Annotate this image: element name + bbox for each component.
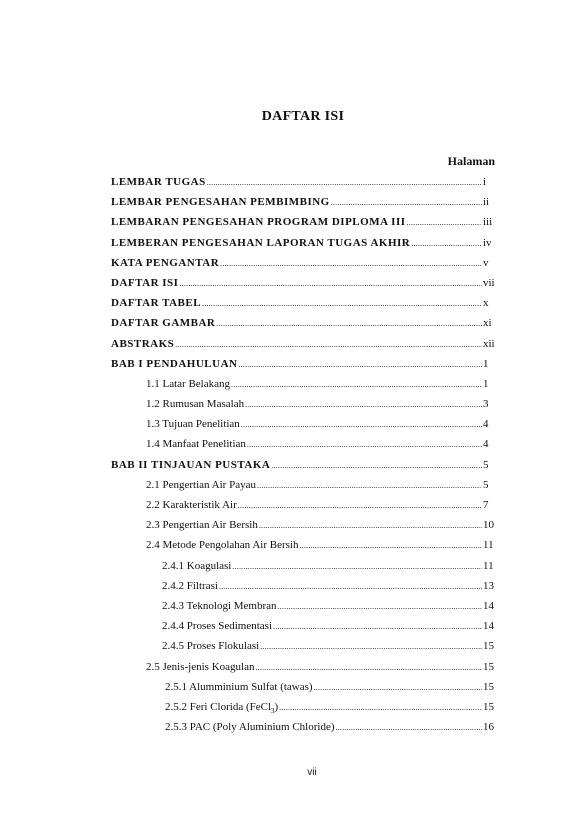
toc-entry-page: 4: [483, 438, 489, 451]
dot-leader: [231, 380, 482, 389]
dot-leader: [238, 501, 482, 510]
toc-entry-page: 3: [483, 398, 489, 411]
toc-entry-page: iv: [483, 236, 492, 249]
toc-entry-page: 7: [483, 499, 489, 511]
toc-entry[interactable]: [111, 398, 495, 418]
toc-entry[interactable]: [111, 479, 495, 499]
toc-entry[interactable]: [111, 701, 495, 721]
toc-entry-page: 15: [483, 660, 494, 673]
dot-leader: [407, 218, 482, 227]
toc-entry-page: 1: [483, 357, 489, 370]
toc-entry[interactable]: [111, 176, 495, 196]
toc-entry[interactable]: [111, 721, 495, 741]
toc-entry-label: 1.4 Manfaat Penelitian: [146, 438, 246, 451]
toc-entry-label: BAB I PENDAHULUAN: [111, 357, 238, 370]
toc-entry-label: 2.4.4 Proses Sedimentasi: [162, 620, 272, 633]
toc-entry-label: LEMBERAN PENGESAHAN LAPORAN TUGAS AKHIR: [111, 236, 411, 249]
toc-entry-label: 2.5.1 Alumminium Sulfat (tawas): [165, 680, 313, 693]
dot-leader: [279, 703, 482, 712]
dot-leader: [260, 642, 482, 651]
toc-entry[interactable]: [111, 640, 495, 660]
toc-entry-label: 2.4.2 Filtrasi: [162, 579, 218, 592]
dot-leader: [207, 178, 482, 187]
toc-entry-page: 1: [483, 377, 489, 390]
toc-entry-label: LEMBARAN PENGESAHAN PROGRAM DIPLOMA III: [111, 216, 406, 229]
toc-entry-label-main: 2.5.2 Feri Clorida (FeCl: [165, 700, 272, 713]
toc-entry[interactable]: [111, 580, 495, 600]
dot-leader: [271, 461, 482, 470]
dot-leader: [245, 400, 482, 409]
toc-entry-label: 2.5.3 PAC (Poly Aluminium Chloride): [165, 721, 335, 734]
toc-entry[interactable]: [111, 378, 495, 398]
toc-entry[interactable]: [111, 237, 495, 257]
toc-entry-page: xii: [483, 337, 495, 350]
subscript-3: 3: [271, 707, 275, 716]
toc-entry[interactable]: [111, 257, 495, 277]
dot-leader: [238, 360, 482, 369]
toc-entry-label: 2.5 Jenis-jenis Koagulan: [146, 660, 255, 673]
toc-entry-page: 16: [483, 721, 494, 734]
dot-leader: [202, 299, 482, 308]
dot-leader: [273, 622, 482, 631]
dot-leader: [179, 279, 482, 288]
toc-entry-label: ABSTRAKS: [111, 337, 175, 350]
toc-entry[interactable]: [111, 681, 495, 701]
toc-entry-page: 5: [483, 458, 489, 471]
toc-entry-label: DAFTAR TABEL: [111, 297, 202, 310]
toc-entry-page: ii: [483, 196, 490, 209]
dot-leader: [241, 420, 482, 429]
table-of-contents: [111, 176, 495, 741]
toc-entry-page: 15: [483, 680, 494, 693]
toc-entry[interactable]: [111, 620, 495, 640]
dot-leader: [175, 340, 482, 349]
toc-entry[interactable]: [111, 438, 495, 458]
dot-leader: [259, 521, 482, 530]
dot-leader: [331, 198, 482, 207]
toc-entry-page: iii: [483, 216, 493, 229]
toc-entry-label: 1.3 Tujuan Penelitian: [146, 418, 240, 431]
toc-entry-label: LEMBAR TUGAS: [111, 176, 206, 188]
toc-entry-label: 2.2 Karakteristik Air: [146, 499, 237, 511]
toc-entry[interactable]: [111, 459, 495, 479]
toc-entry-page: x: [483, 297, 489, 310]
toc-entry-label: LEMBAR PENGESAHAN PEMBIMBING: [111, 196, 330, 209]
dot-leader: [220, 259, 482, 268]
dot-leader: [216, 319, 482, 328]
toc-entry[interactable]: [111, 560, 495, 580]
toc-entry-page: 11: [483, 539, 494, 552]
dot-leader: [257, 481, 482, 490]
toc-entry[interactable]: [111, 499, 495, 519]
toc-entry-page: 14: [483, 599, 494, 612]
toc-entry[interactable]: [111, 600, 495, 620]
toc-entry[interactable]: [111, 196, 495, 216]
dot-leader: [219, 582, 482, 591]
toc-entry-label: [165, 701, 278, 715]
dot-leader: [336, 723, 482, 732]
dot-leader: [255, 663, 482, 672]
toc-entry-page: 15: [483, 700, 494, 713]
toc-entry-page: 10: [483, 519, 494, 532]
toc-entry-page: 13: [483, 579, 494, 592]
toc-entry-page: i: [483, 176, 487, 188]
toc-entry[interactable]: [111, 277, 495, 297]
toc-entry[interactable]: [111, 539, 495, 559]
toc-entry-page: vii: [483, 276, 495, 289]
toc-entry-page: 14: [483, 620, 494, 633]
toc-entry-label: DAFTAR ISI: [111, 276, 179, 289]
toc-entry-page: 11: [483, 559, 494, 572]
toc-entry-page: 5: [483, 478, 489, 491]
toc-entry-label: 1.1 Latar Belakang: [146, 377, 230, 390]
toc-entry-page: xi: [483, 317, 492, 330]
toc-entry-label: KATA PENGANTAR: [111, 256, 220, 269]
toc-entry-label: 1.2 Rumusan Masalah: [146, 398, 245, 411]
toc-entry-label: 2.4.1 Koagulasi: [162, 559, 232, 572]
toc-entry-page: 4: [483, 418, 489, 431]
toc-entry-label: 2.4 Metode Pengolahan Air Bersih: [146, 539, 299, 552]
toc-entry-page: 15: [483, 640, 494, 653]
dot-leader: [314, 683, 482, 692]
toc-entry[interactable]: [111, 661, 495, 681]
toc-entry[interactable]: [111, 297, 495, 317]
toc-entry[interactable]: [111, 317, 495, 337]
toc-entry-label: BAB II TINJAUAN PUSTAKA: [111, 458, 271, 471]
toc-entry[interactable]: [111, 358, 495, 378]
toc-entry[interactable]: [111, 338, 495, 358]
dot-leader: [299, 541, 482, 550]
dot-leader: [232, 562, 482, 571]
toc-entry[interactable]: [111, 216, 495, 236]
toc-entry[interactable]: [111, 418, 495, 438]
toc-entry-label: 2.3 Pengertian Air Bersih: [146, 519, 258, 532]
dot-leader: [278, 602, 482, 611]
toc-entry-label: 2.4.3 Teknologi Membran: [162, 599, 277, 612]
page-number-footer: vii: [307, 767, 317, 778]
toc-entry[interactable]: [111, 519, 495, 539]
toc-entry-page: v: [483, 256, 489, 269]
dot-leader: [411, 239, 482, 248]
toc-entry-label: 2.4.5 Proses Flokulasi: [162, 640, 260, 653]
dot-leader: [247, 440, 482, 449]
toc-entry-label: 2.1 Pengertian Air Payau: [146, 478, 256, 491]
toc-entry-label: DAFTAR GAMBAR: [111, 317, 216, 330]
toc-entry-label-tail: ): [274, 700, 279, 713]
page-title: DAFTAR ISI: [261, 109, 345, 124]
page-column-header: Halaman: [447, 154, 495, 168]
